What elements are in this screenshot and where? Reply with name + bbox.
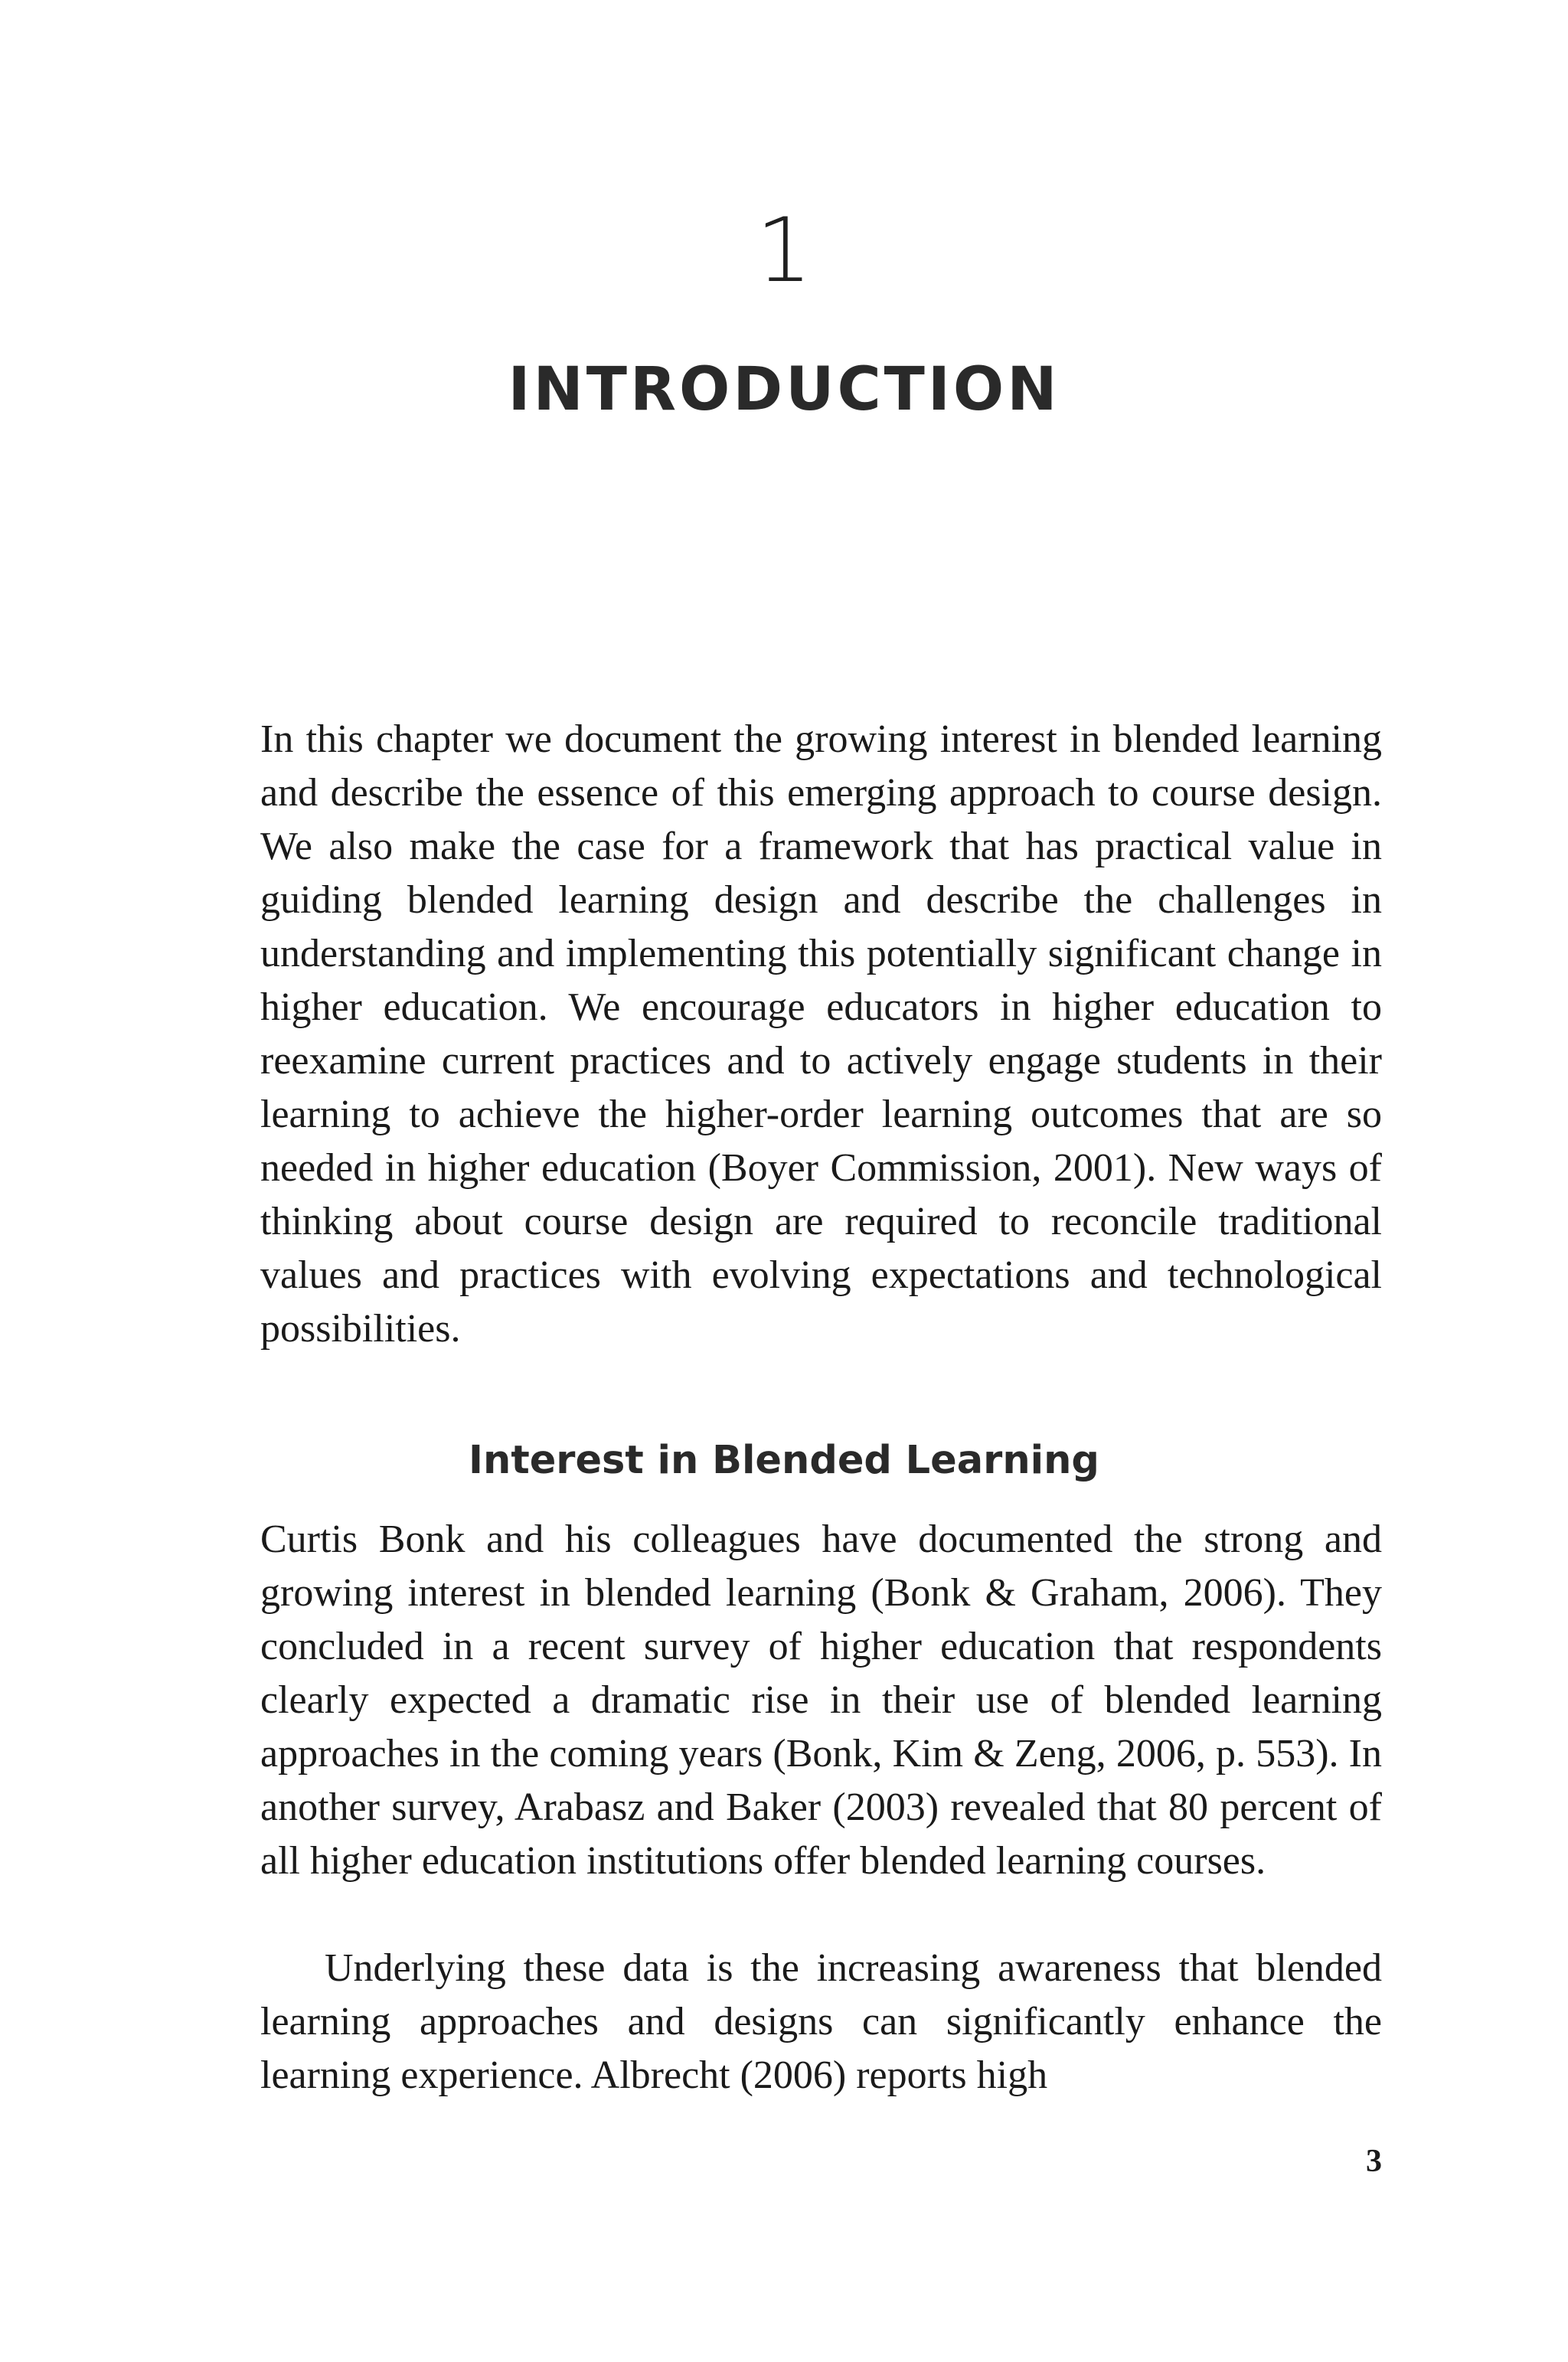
body-paragraph: Curtis Bonk and his colleagues have documented the strong and growing interest in blended learning (Bonk & Graham, 2006). They concluded in a recent survey of higher education that respondents clearly expected a dramatic rise in their use of blended learning approaches in the coming years (Bonk, Kim & Zeng, 2006, p. 553). In another survey, Arabasz and Baker (2003) revealed that 80 percent of all higher education institutions offer blended learning courses.: [260, 1517, 1382, 1883]
chapter-number: 1: [756, 199, 812, 302]
section-heading: Interest in Blended Learning: [469, 1438, 1099, 1483]
page-number: 3: [1366, 2144, 1382, 2179]
chapter-title: INTRODUCTION: [508, 355, 1060, 424]
intro-paragraph: In this chapter we document the growing interest in blended learning and describe the essence of this emerging approach to course design. We also make the case for a framework that has practical value in guiding blended learning design and describe the challenges in understanding and implementing this potentially significant change in higher education. We encourage educators in higher education to reexamine current practices and to actively engage students in their learning to achieve the higher-order learning outcomes that are so needed in higher education (Boyer Commission, 2001). New ways of thinking about course design are required to reconcile traditional values and practices with evolving expectations and technological possibilities.: [260, 717, 1382, 1351]
body-paragraph: Underlying these data is the increasing awareness that blended learning approaches and designs can significantly enhance the learning experience. Albrecht (2006) reports high: [260, 1946, 1382, 2097]
